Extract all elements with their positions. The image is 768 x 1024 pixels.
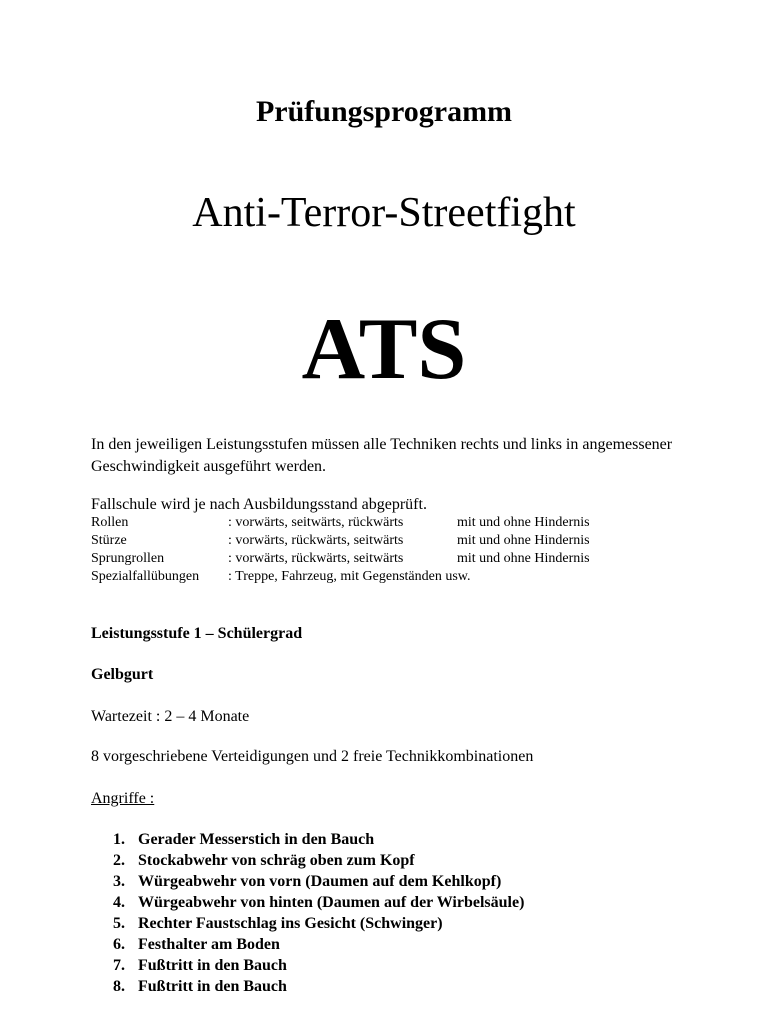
document-acronym: ATS	[301, 301, 467, 398]
fallschule-name: Stürze	[91, 533, 127, 548]
fallschule-extra: mit und ohne Hindernis	[457, 533, 590, 548]
belt-label: Gelbgurt	[91, 666, 154, 683]
list-item-number: 1.	[113, 831, 125, 848]
fallschule-detail: : vorwärts, seitwärts, rückwärts	[228, 515, 404, 530]
list-item-text: Gerader Messerstich in den Bauch	[138, 831, 375, 848]
list-item-text: Fußtritt in den Bauch	[138, 957, 287, 974]
fallschule-name: Rollen	[91, 515, 129, 530]
list-item-number: 3.	[113, 873, 125, 890]
list-item-number: 5.	[113, 915, 125, 932]
fallschule-extra: mit und ohne Hindernis	[457, 515, 590, 530]
document-title: Prüfungsprogramm	[255, 95, 513, 128]
fallschule-name: Spezialfallübungen	[91, 569, 200, 584]
list-item-number: 2.	[113, 852, 125, 869]
list-item-text: Festhalter am Boden	[138, 936, 280, 953]
attacks-heading: Angriffe :	[91, 790, 155, 807]
list-item-text: Stockabwehr von schräg oben zum Kopf	[138, 852, 415, 869]
fallschule-extra: mit und ohne Hindernis	[457, 551, 590, 566]
requirements-text: 8 vorgeschriebene Verteidigungen und 2 freie Technikkombinationen	[91, 748, 534, 765]
fallschule-name: Sprungrollen	[91, 551, 165, 566]
list-item-text: Rechter Faustschlag ins Gesicht (Schwinger)	[138, 915, 443, 932]
fallschule-detail: : Treppe, Fahrzeug, mit Gegenständen usw.	[228, 569, 471, 584]
level-heading: Leistungsstufe 1 – Schülergrad	[91, 625, 303, 642]
list-item-number: 7.	[113, 957, 125, 974]
document-subtitle: Anti-Terror-Streetfight	[192, 190, 576, 236]
list-item-number: 8.	[113, 978, 125, 995]
fallschule-detail: : vorwärts, rückwärts, seitwärts	[228, 551, 404, 566]
waiting-time: Wartezeit : 2 – 4 Monate	[91, 708, 250, 725]
list-item-text: Würgeabwehr von vorn (Daumen auf dem Kehlkopf)	[138, 873, 502, 890]
list-item-number: 6.	[113, 936, 125, 953]
list-item-text: Würgeabwehr von hinten (Daumen auf der Wirbelsäule)	[138, 894, 525, 911]
intro-paragraph: In den jeweiligen Leistungsstufen müssen alle Techniken rechts und links in angemessener Geschwindigkeit ausgeführt werden.	[91, 436, 673, 475]
list-item-number: 4.	[113, 894, 125, 911]
list-item-text: Fußtritt in den Bauch	[138, 978, 287, 995]
fallschule-detail: : vorwärts, rückwärts, seitwärts	[228, 533, 404, 548]
fallschule-heading: Fallschule wird je nach Ausbildungsstand abgeprüft.	[91, 496, 427, 513]
